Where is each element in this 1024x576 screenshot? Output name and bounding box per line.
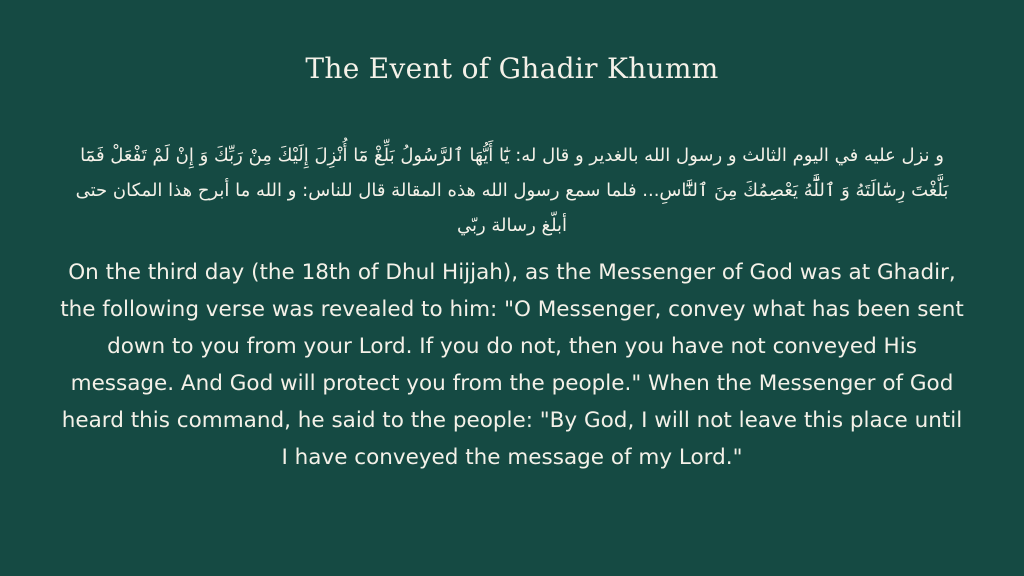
arabic-quote: و نزل عليه في اليوم الثالث و رسول الله بالغدير و قال له: يَٰٓا أَيُّهَا ٱلرَّسُولُ بَلِّغْ مَٓا أُنْزِلَ إِلَيْكَ مِنْ رَبِّكَ وَ إِنْ لَمْ تَفْعَلْ فَمَٓا بَلَّغْتَ رِسَٰٓالَتَهُ وَ ٱللَّٰٓهُ يَعْصِمُكَ مِنَ ٱلنَّٰٓاسِ... فلما سمع رسول الله هذه المقالة قال للناس: و الله ما أبرح هذا المكان حتى أبلّغ رسالة ربّي xyxy=(75,145,949,236)
slide-title: The Event of Ghadir Khumm xyxy=(305,52,719,85)
english-translation: On the third day (the 18th of Dhul Hijjah), as the Messenger of God was at Ghadir, the following verse was revealed to him: "O Messenger, convey what has been sent down to you from your Lord. If you do not, then you have not conveyed His message. And God will protect you from the people." When the Messenger of God heard this command, he said to the people: "By God, I will not leave this place until I have conveyed the message of my Lord." xyxy=(60,260,964,470)
